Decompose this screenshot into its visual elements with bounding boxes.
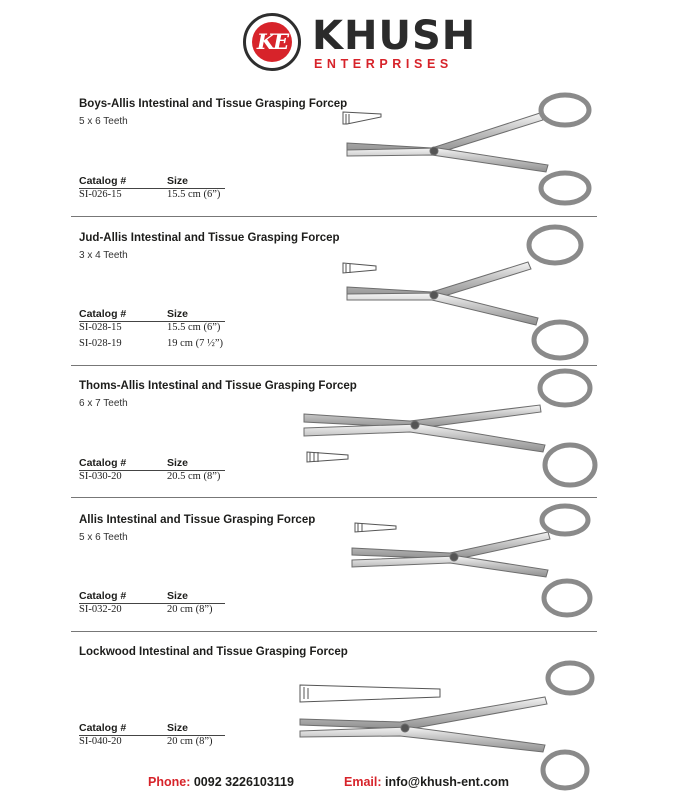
- catalog-header: Catalog #: [79, 457, 127, 469]
- size-value: 19 cm (7 ½”): [167, 338, 223, 349]
- size-header: Size: [167, 175, 189, 187]
- brand-subtitle: ENTERPRISES: [314, 57, 453, 71]
- forcep-illustration-2: [343, 227, 586, 358]
- forcep-illustration-5: [300, 663, 592, 788]
- phone-number[interactable]: 0092 3226103119: [193, 775, 294, 789]
- section-divider: [71, 365, 597, 366]
- size-value: 20 cm (8”): [167, 604, 213, 615]
- catalog-header: Catalog #: [79, 308, 127, 320]
- phone-label: Phone:: [148, 775, 191, 789]
- product-title: Thoms-Allis Intestinal and Tissue Grasping Forcep: [79, 380, 357, 392]
- size-value: 15.5 cm (6”): [167, 189, 221, 200]
- catalog-header: Catalog #: [79, 722, 127, 734]
- catalog-number: SI-028-19: [79, 338, 122, 349]
- catalog-header: Catalog #: [79, 590, 127, 602]
- section-divider: [71, 216, 597, 217]
- product-teeth: 3 x 4 Teeth: [79, 250, 128, 261]
- email-link[interactable]: info@khush-ent.com: [385, 775, 509, 789]
- catalog-number: SI-026-15: [79, 189, 122, 200]
- product-title: Lockwood Intestinal and Tissue Grasping Forcep: [79, 646, 348, 658]
- product-title: Allis Intestinal and Tissue Grasping Forcep: [79, 514, 316, 526]
- size-value: 20 cm (8”): [167, 736, 213, 747]
- size-value: 15.5 cm (6”): [167, 322, 221, 333]
- size-header: Size: [167, 457, 189, 469]
- catalog-number: SI-040-20: [79, 736, 122, 747]
- email-label: Email:: [344, 775, 382, 789]
- brand-name: KHUSH: [312, 13, 477, 59]
- section-divider: [71, 631, 597, 632]
- catalog-header: Catalog #: [79, 175, 127, 187]
- product-title: Boys-Allis Intestinal and Tissue Grasping Forcep: [79, 98, 348, 110]
- product-teeth: 5 x 6 Teeth: [79, 116, 128, 127]
- size-header: Size: [167, 590, 189, 602]
- catalog-number: SI-032-20: [79, 604, 122, 615]
- forcep-illustration-4: [352, 506, 590, 615]
- forcep-illustration-1: [343, 95, 589, 203]
- catalog-number: SI-030-20: [79, 471, 122, 482]
- size-header: Size: [167, 722, 189, 734]
- product-teeth: 6 x 7 Teeth: [79, 398, 128, 409]
- product-teeth: 5 x 6 Teeth: [79, 532, 128, 543]
- catalog-number: SI-028-15: [79, 322, 122, 333]
- footer-email: [344, 775, 509, 789]
- size-header: Size: [167, 308, 189, 320]
- footer-phone: [148, 775, 294, 789]
- product-title: Jud-Allis Intestinal and Tissue Grasping Forcep: [79, 232, 340, 244]
- brand-logo-mark: KE: [252, 22, 292, 62]
- size-value: 20.5 cm (8”): [167, 471, 221, 482]
- section-divider: [71, 497, 597, 498]
